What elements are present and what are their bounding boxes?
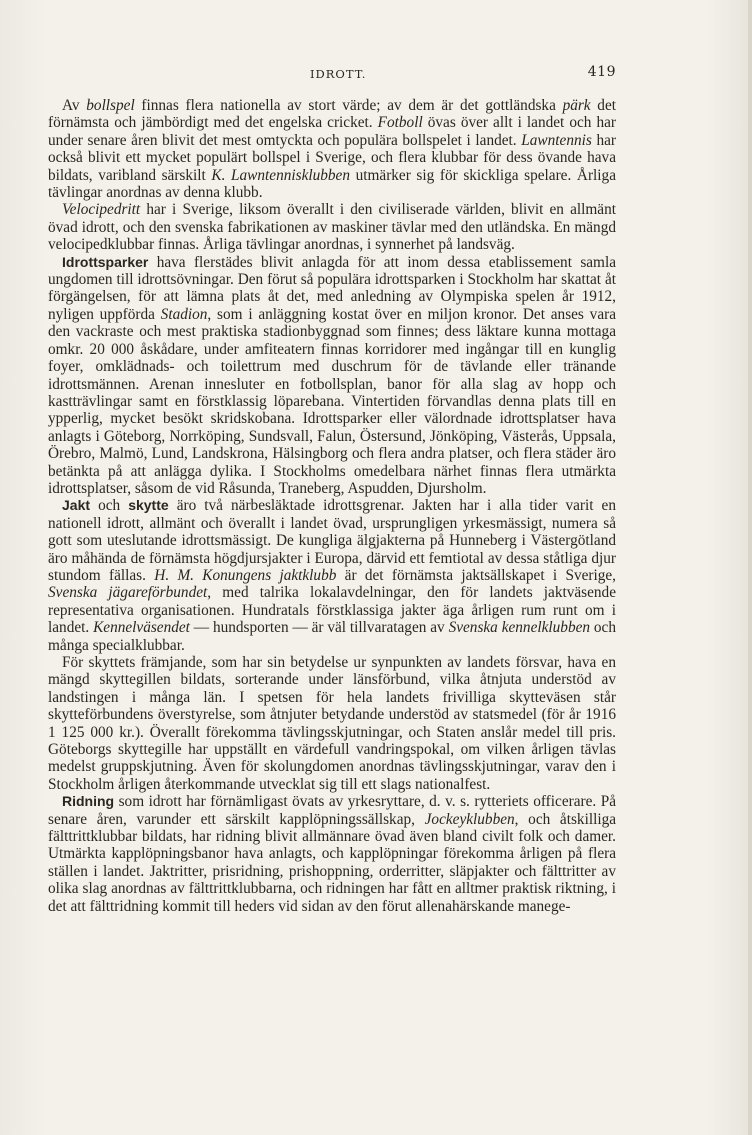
bold-term: skytte [128, 497, 169, 514]
text-run: som idrott har förnämligast övats av yrkesryttare, d. v. s. rytteriets officerare. På senare åren, varunder ett särskilt kapplöpningssällskap, [48, 793, 616, 828]
text-run: Av [62, 97, 87, 114]
page-number: 419 [587, 64, 616, 80]
body-text [48, 97, 616, 915]
text-run: är det förnämsta jaktsällskapet i Sverige, [336, 566, 616, 584]
bold-term: Ridning [62, 793, 115, 810]
paragraph-jakt-och-skytte [48, 497, 616, 654]
page-header [48, 64, 616, 84]
bold-term: Jakt [62, 497, 91, 514]
italic-term: Lawntennis [521, 131, 592, 149]
text-run: det förnämsta och jämbördigt med det engelska cricket. [48, 97, 616, 132]
italic-term: K. Lawntennisklubben [211, 166, 350, 184]
italic-term: pärk [562, 97, 591, 114]
text-run: , och åtskilliga fälttrittklubbar bildats, har ridning blivit allmännare övad även bland civilt folk och damer. Utmärkta kapplöpningsbanor hava anlagts, och kapplöpningar förekomma årligen på flera ställen i landet. Jaktritter, prisridning, prishoppning, orderritter, släpjakter och fälttritter av olika slag anordnas av fälttrittklubbarna, och ridningen har fått en alltmer praktisk riktning, i det att fälttridning kommit till heders vid sidan av den förut allenahärskande manege- [48, 810, 617, 915]
text-run: , som i anläggning kostat över en miljon kronor. Det anses vara den vackraste och mest praktiska stadionbyggnad som finnes; dess läktare kunna mottaga omkr. 20 000 åskådare, under amfiteatern finnas korridorer med ingångar till en kunglig foyer, omklädnads- och toilettrum med duschrum för de tävlande eller tränande idrottsmännen. Arenan innesluter en fotbollsplan, banor för alla slag av hopp och kastträvlingar samt en förstklassig löparebana. Vintertiden förvandlas denna plats till en ypperlig, mycket besökt skridskobana. Idrottsparker eller välordnade idrottsplatser hava anlagts i Göteborg, Norrköping, Sundsvall, Falun, Östersund, Jönköping, Västerås, Uppsala, Örebro, Malmö, Lund, Landskrona, Hälsingborg och flera andra platser, och flera städer äro betänkta på att anlägga dylika. I Stockholms omedelbara närhet finnas flera utmärkta idrottsplatser, såsom de vid Råsunda, Traneberg, Aspudden, Djursholm. [48, 305, 616, 497]
text-run: utmärker sig för skickliga spelare. Årliga tävlingar anordnas av denna klubb. [48, 166, 616, 202]
text-run: och många specialklubbar. [48, 619, 617, 654]
paragraph-ridning [48, 793, 616, 915]
text-run: hava flerstädes blivit anlagda för att inom dessa etablissement samla ungdomen till idrottsövningar. Den förut så populära idrottsparken i Stockholm har skattat åt förgängelsen, för att lämna plats åt det, med anledning av Olympiska spelen år 1912, nyligen uppförda [48, 253, 616, 323]
italic-term: Svenska kennelklubben [448, 619, 591, 637]
text-run: — hundsporten — är väl tillvaratagen av [189, 619, 449, 637]
italic-term: bollspel [86, 97, 135, 114]
text-run: , med talrika lokalavdelningar, den för landets jaktväsende representativa organisationen. Hundratals förstklassiga jakter äga årligen rum runt om i landet. [48, 584, 616, 637]
italic-term: Jockeyklubben [424, 810, 515, 828]
italic-term: Kennelväsendet [93, 619, 190, 637]
italic-term: H. M. Konungens jaktklubb [154, 566, 337, 584]
bold-term: Idrottsparker [62, 253, 149, 270]
paragraph-bollspel [48, 97, 616, 201]
paragraph-skyttets-framjande [48, 654, 616, 793]
text-run: äro två närbesläktade idrottsgrenar. Jakten har i alla tider varit en nationell idrott, allmänt och överallt i landet övad, ursprungligen yrkesmässigt, numera så gott som uteslutande idrottsmässigt. De kungliga älgjakterna på Hunneberg i Västergötland äro måhända de förnämsta högdjursjakter i Europa, därvid ett femtiotal av dessa ståtliga djur stundom fällas. [48, 497, 616, 584]
page-edge-shadow [748, 0, 752, 1135]
paragraph-idrottsparker [48, 254, 616, 498]
text-run: övas över allt i landet och har under senare åren blivit det mest omtyckta och populära bollspelet i landet. [48, 114, 616, 149]
text-run: finnas flera nationella av stort värde; av dem är det gottländska [134, 97, 563, 114]
italic-term: Svenska jägareförbundet [48, 584, 208, 602]
running-title: IDROTT. [310, 67, 367, 81]
italic-term: Fotboll [377, 114, 423, 132]
paragraph-velocipedritt [48, 201, 616, 253]
text-run: och [90, 497, 129, 515]
text-run: har också blivit ett mycket populärt bollspel i Sverige, och flera klubbar för dess övande hava bildats, varibland särskilt [48, 131, 617, 184]
text-run: har i Sverige, liksom överallt i den civiliserade världen, blivit en allmänt övad idrott, och den svenska fabrikationen av maskiner tävlar med den utländska. En mängd velocipedklubbar finnas. Årliga tävlingar anordnas, i synnerhet på landsväg. [48, 201, 616, 254]
italic-term: Velocipedritt [62, 201, 141, 219]
text-run: För skyttets främjande, som har sin betydelse ur synpunkten av landets försvar, hava en mängd skyttegillen bildats, sorterande under länsförbund, vilka åtnjuta understöd av landstingen i många län. I spetsen för hela landets frivilliga skytteväsen står skytteförbundens överstyrelse, som åtnjuter betydande understöd av statsmedel (för år 1916 1 125 000 kr.). Överallt förekomma tävlingsskjutningar, och Staten anslår medel till pris. Göteborgs skyttegille har uppställt en värdefull vandringspokal, om vilken årligen tävlas medelst gruppskjutning. Även för skolungdomen anordnas tävlingsskjutningar, varav den i Stockholm årligen återkommande utvecklat sig till ett slags nationalfest. [48, 654, 616, 793]
italic-term: Stadion [160, 305, 208, 323]
